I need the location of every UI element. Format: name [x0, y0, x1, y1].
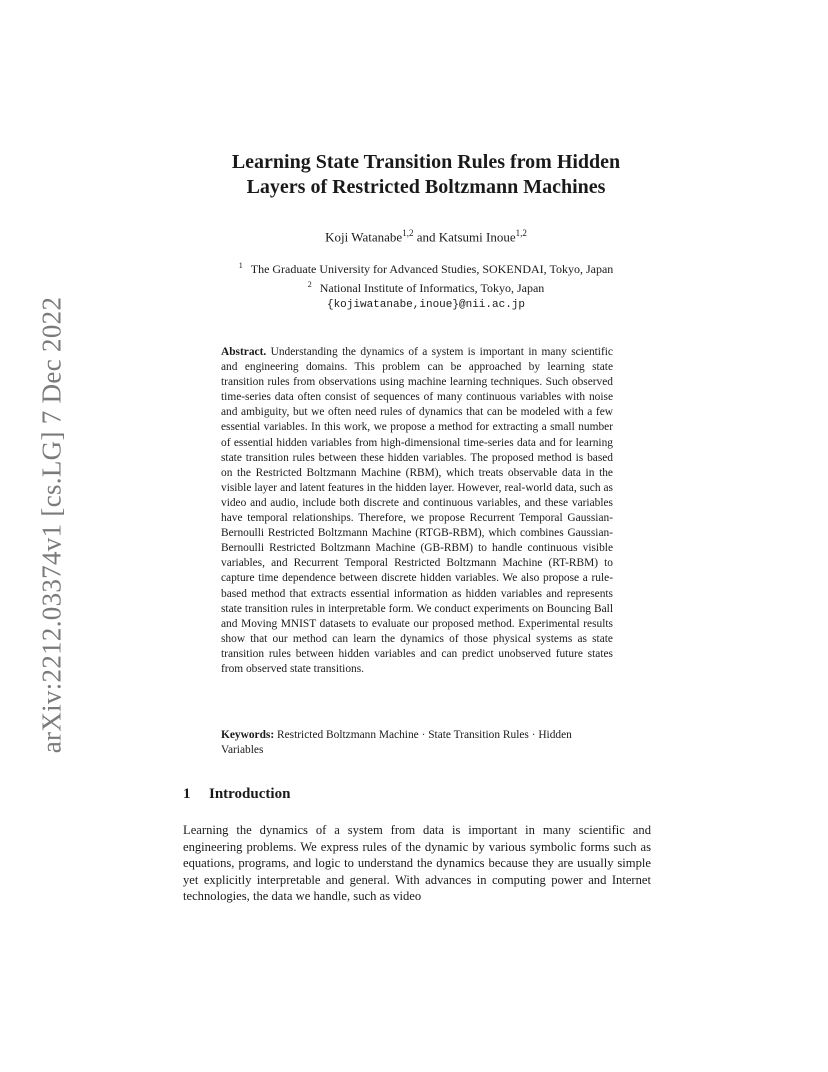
- title-line-2: Layers of Restricted Boltzmann Machines: [246, 176, 606, 198]
- introduction-paragraph: Learning the dynamics of a system from data is important in many scientific and engineering problems. We express rules of the dynamic by various symbolic forms such as equations, programs, and logic to understand the dynamics because they are usually simple yet explicitly interpretable and general. With advances in computing power and Internet technologies, the data we handle, such as video: [183, 823, 651, 904]
- author-list: [140, 228, 712, 245]
- abstract: [221, 345, 613, 677]
- affiliation-block: [140, 258, 712, 313]
- affiliation-line: [140, 258, 712, 277]
- section-heading: [183, 786, 290, 803]
- author-conjunction: and: [413, 229, 439, 245]
- keywords: [221, 728, 613, 758]
- abstract-label: Abstract.: [221, 346, 267, 358]
- affiliation-text: National Institute of Informatics, Tokyo, Japan: [319, 281, 545, 295]
- affiliation-marker: 1,2: [515, 228, 527, 238]
- section-title: Introduction: [209, 786, 291, 802]
- affiliation-number: 2: [307, 280, 312, 289]
- title-line-1: Learning State Transition Rules from Hidden: [231, 151, 621, 173]
- paper-title: [140, 150, 712, 200]
- affiliation-marker: 1,2: [402, 228, 414, 238]
- keywords-label: Keywords:: [221, 729, 275, 741]
- author-name: Katsumi Inoue: [438, 229, 516, 245]
- affiliation-line: [140, 277, 712, 296]
- arxiv-identifier-stamp: arXiv:2212.03374v1 [cs.LG] 7 Dec 2022: [36, 296, 67, 754]
- affiliation-number: 1: [238, 261, 243, 270]
- affiliation-text: The Graduate University for Advanced Studies, SOKENDAI, Tokyo, Japan: [250, 262, 614, 276]
- abstract-text: Understanding the dynamics of a system is important in many scientific and engineering domains. This problem can be approached by learning state transition rules from observations using machine learning techniques. Such observed time-series data often consist of sequences of many continuous variables with noise and ambiguity, but we often need rules of dynamics that can be modeled with a few essential variables. In this work, we propose a method for extracting a small number of essential hidden variables from high-dimensional time-series data and for learning state transition rules between these hidden variables. The proposed method is based on the Restricted Boltzmann Machine (RBM), which treats observable data in the visible layer and latent features in the hidden layer. However, real-world data, such as video and audio, include both discrete and continuous variables, and these variables have temporal relationships. Therefore, we propose Recurrent Temporal Gaussian-Bernoulli Restricted Boltzmann Machine (RTGB-RBM), which combines Gaussian-Bernoulli Restricted Boltzmann Machine (GB-RBM) to handle continuous visible variables, and Recurrent Temporal Restricted Boltzmann Machine (RT-RBM) to capture time dependence between discrete hidden variables. We also propose a rule-based method that extracts essential information as hidden variables and represents state transition rules in interpretable form. We conduct experiments on Bouncing Ball and Moving MNIST datasets to evaluate our proposed method. Experimental results show that our method can learn the dynamics of those physical systems as state transition rules between hidden variables and can predict unobserved future states from observed state transitions.: [221, 346, 613, 675]
- section-number: 1: [183, 786, 191, 802]
- keywords-text: Restricted Boltzmann Machine · State Transition Rules · Hidden Variables: [221, 729, 572, 757]
- email-line: [140, 296, 712, 313]
- author-name: Koji Watanabe: [325, 229, 403, 245]
- author-email[interactable]: {kojiwatanabe,inoue}@nii.ac.jp: [326, 299, 526, 311]
